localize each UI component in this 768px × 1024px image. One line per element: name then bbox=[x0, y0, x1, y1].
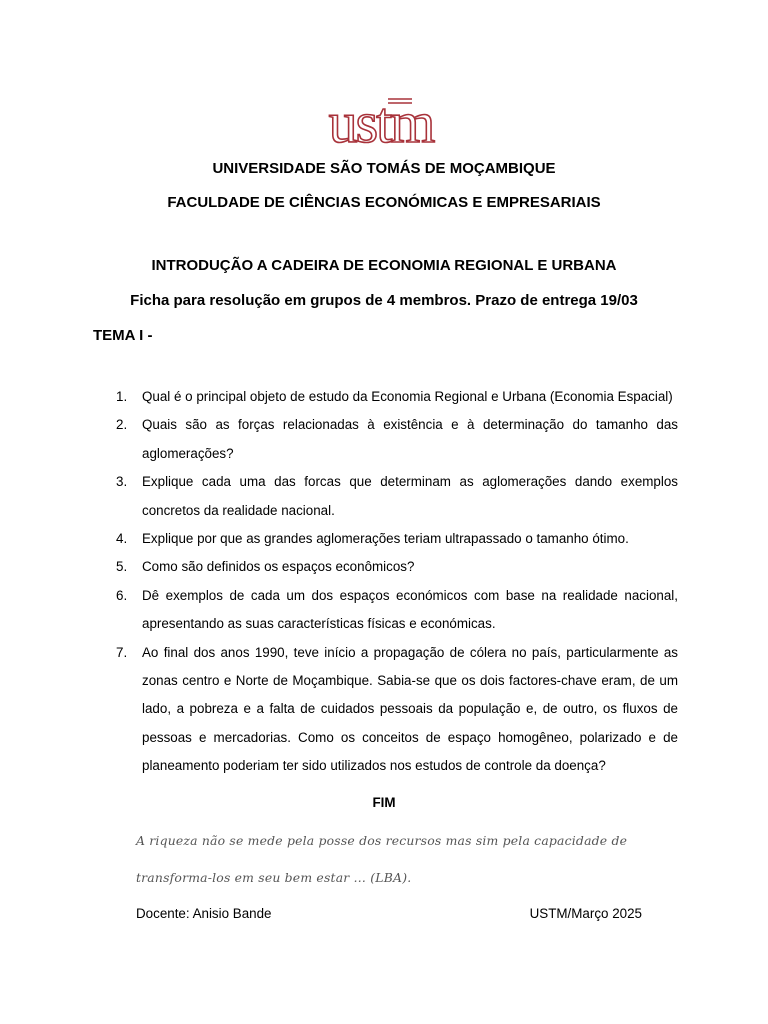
course-title: INTRODUÇÃO A CADEIRA DE ECONOMIA REGIONAL E URBANA bbox=[151, 257, 617, 274]
question-text: Explique por que as grandes aglomerações teriam ultrapassado o tamanho ótimo. bbox=[142, 531, 629, 547]
teacher-name: Docente: Anisio Bande bbox=[136, 906, 272, 921]
question-text: Explique cada uma das forcas que determinam as aglomerações dando exemplos concretos da realidade nacional. bbox=[142, 474, 678, 518]
question-item bbox=[116, 639, 678, 781]
question-item bbox=[116, 525, 678, 553]
question-number: 2. bbox=[116, 417, 128, 433]
question-number: 1. bbox=[116, 389, 128, 404]
question-text: Dê exemplos de cada um dos espaços económicos com base na realidade nacional, apresentando as suas características físicas e económicas. bbox=[142, 587, 678, 632]
university-name: UNIVERSIDADE SÃO TOMÁS DE MOÇAMBIQUE bbox=[212, 160, 556, 177]
handwritten-quote: A riqueza não se mede pela posse dos recursos mas sim pela capacidade de transforma-los em seu bem estar … (LBA). bbox=[136, 833, 628, 885]
assignment-instructions: Ficha para resolução em grupos de 4 membros. Prazo de entrega 19/03 bbox=[130, 292, 638, 309]
question-item bbox=[116, 411, 678, 468]
question-number: 7. bbox=[116, 644, 128, 660]
end-marker: FIM bbox=[372, 795, 396, 810]
svg-text:ustm: ustm bbox=[328, 96, 434, 148]
question-number: 6. bbox=[116, 587, 128, 603]
question-number: 4. bbox=[116, 531, 128, 547]
question-text: Qual é o principal objeto de estudo da Economia Regional e Urbana (Economia Espacial) bbox=[142, 389, 673, 404]
question-item bbox=[116, 553, 678, 581]
question-item bbox=[116, 383, 678, 411]
question-number: 5. bbox=[116, 559, 128, 575]
topic-heading: TEMA I - bbox=[93, 327, 153, 344]
question-list bbox=[116, 383, 678, 781]
ustm-logo bbox=[286, 96, 476, 148]
question-item bbox=[116, 582, 678, 639]
document-date: USTM/Março 2025 bbox=[529, 906, 642, 921]
question-text: Como são definidos os espaços econômicos? bbox=[142, 559, 415, 575]
question-text: Quais são as forças relacionadas à existência e à determinação do tamanho das aglomerações? bbox=[142, 417, 678, 461]
faculty-name: FACULDADE DE CIÊNCIAS ECONÓMICAS E EMPRESARIAIS bbox=[167, 194, 601, 211]
question-number: 3. bbox=[116, 474, 128, 490]
question-item bbox=[116, 468, 678, 525]
question-text: Ao final dos anos 1990, teve início a propagação de cólera no país, particularmente as zonas centro e Norte de Moçambique. Sabia-se que os dois factores-chave eram, de um lado, a pobreza e a falta de cuidados pessoais da população e, de outro, os fluxos de pessoas e mercadorias. Como os conceitos de espaço homogêneo, polarizado e de planeamento poderiam ter sido utilizados nos estudos de controle da doença? bbox=[142, 644, 678, 774]
